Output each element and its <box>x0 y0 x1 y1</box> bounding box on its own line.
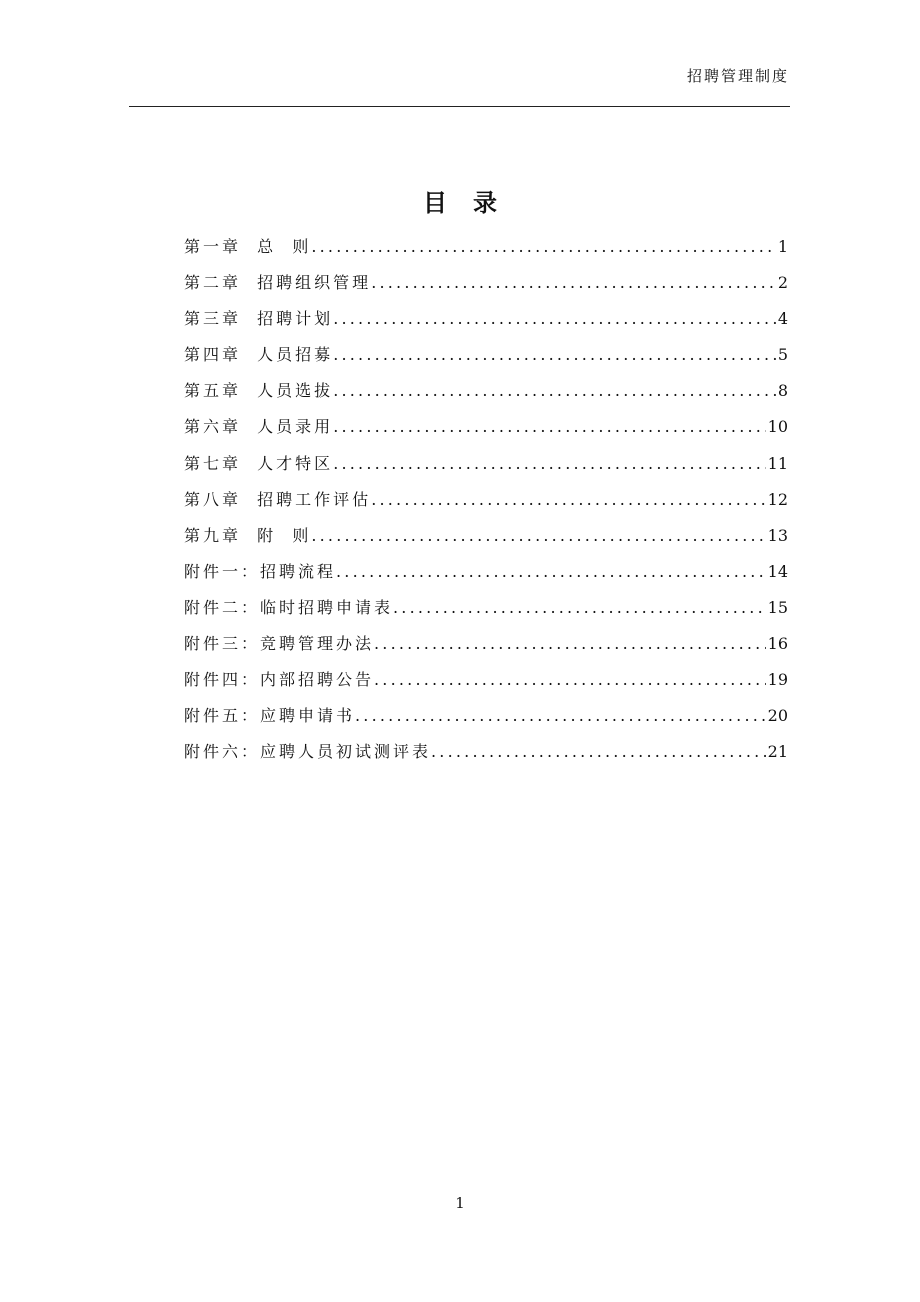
running-header: 招聘管理制度 <box>686 67 789 85</box>
toc-dot-leader <box>333 307 776 331</box>
toc-entry-label: 第二章 招聘组织管理 <box>184 273 372 293</box>
toc-entry[interactable] <box>184 488 788 524</box>
toc-title-char-1: 目 <box>423 188 447 217</box>
toc-entry[interactable] <box>184 740 788 776</box>
toc-entry-page: 8 <box>777 381 788 401</box>
toc-entry[interactable] <box>184 379 788 415</box>
toc-entry-label: 附件四：内部招聘公告 <box>184 670 375 690</box>
toc-entry[interactable] <box>184 704 788 740</box>
toc-entry-page: 11 <box>767 453 788 473</box>
toc-entry-label: 第四章 人员招募 <box>184 345 334 365</box>
toc-title <box>0 186 920 220</box>
toc-entry-label: 附件一：招聘流程 <box>184 561 337 581</box>
toc-entry-page: 15 <box>767 597 788 617</box>
toc-entry-page: 13 <box>767 525 788 545</box>
toc-entry-label: 第六章 人员录用 <box>184 417 334 437</box>
toc-dot-leader <box>371 488 765 512</box>
toc-dot-leader <box>333 379 776 403</box>
toc-entry-label: 附件六：应聘人员初试测评表 <box>184 742 432 762</box>
toc-dot-leader <box>336 560 766 584</box>
page-number: 1 <box>455 1194 465 1212</box>
toc-entry-page: 10 <box>767 417 788 437</box>
toc-dot-leader <box>374 632 766 656</box>
toc-dot-leader <box>333 343 776 367</box>
toc-dot-leader <box>333 415 765 439</box>
toc-entry[interactable] <box>184 524 788 560</box>
toc-title-char-2: 录 <box>473 188 497 217</box>
toc-entry-label: 附件五：应聘申请书 <box>184 706 356 726</box>
toc-entry[interactable] <box>184 560 788 596</box>
toc-entry-page: 20 <box>767 706 788 726</box>
toc-dot-leader <box>393 596 766 620</box>
toc-entry-label: 第五章 人员选拔 <box>184 381 334 401</box>
toc-entry-page: 1 <box>777 237 788 256</box>
toc-dot-leader <box>311 524 765 548</box>
toc-entry[interactable] <box>184 452 788 488</box>
toc-entry-label: 附件二：临时招聘申请表 <box>184 597 394 617</box>
toc-entry-page: 19 <box>767 670 788 690</box>
header-rule <box>129 106 790 107</box>
toc-entry-page: 2 <box>777 273 788 293</box>
toc-entry-page: 14 <box>767 561 788 581</box>
toc-entry-label: 附件三：竞聘管理办法 <box>184 634 375 654</box>
toc-entry[interactable] <box>184 235 788 271</box>
toc-entry-label: 第八章 招聘工作评估 <box>184 489 372 509</box>
toc-entry-label: 第七章 人才特区 <box>184 453 334 473</box>
toc-dot-leader <box>355 704 766 728</box>
toc-entry[interactable] <box>184 343 788 379</box>
toc-entry[interactable] <box>184 271 788 307</box>
toc-entry[interactable] <box>184 668 788 704</box>
toc-entry-page: 5 <box>777 345 788 365</box>
toc-entry[interactable] <box>184 415 788 451</box>
toc-entry-page: 21 <box>767 742 788 762</box>
toc-entry-label: 第三章 招聘计划 <box>184 309 334 329</box>
toc-entry[interactable] <box>184 307 788 343</box>
toc-entry-page: 16 <box>767 634 788 654</box>
toc-entry[interactable] <box>184 632 788 668</box>
toc-entry-label: 第一章 总 则 <box>184 237 312 256</box>
toc-list <box>184 235 788 776</box>
toc-dot-leader <box>371 271 776 295</box>
toc-entry-label: 第九章 附 则 <box>184 525 312 545</box>
toc-dot-leader <box>333 452 765 476</box>
toc-dot-leader <box>311 235 775 259</box>
toc-dot-leader <box>431 740 766 764</box>
toc-entry-page: 12 <box>767 489 788 509</box>
toc-dot-leader <box>374 668 766 692</box>
toc-entry[interactable] <box>184 596 788 632</box>
toc-entry-page: 4 <box>777 309 788 329</box>
